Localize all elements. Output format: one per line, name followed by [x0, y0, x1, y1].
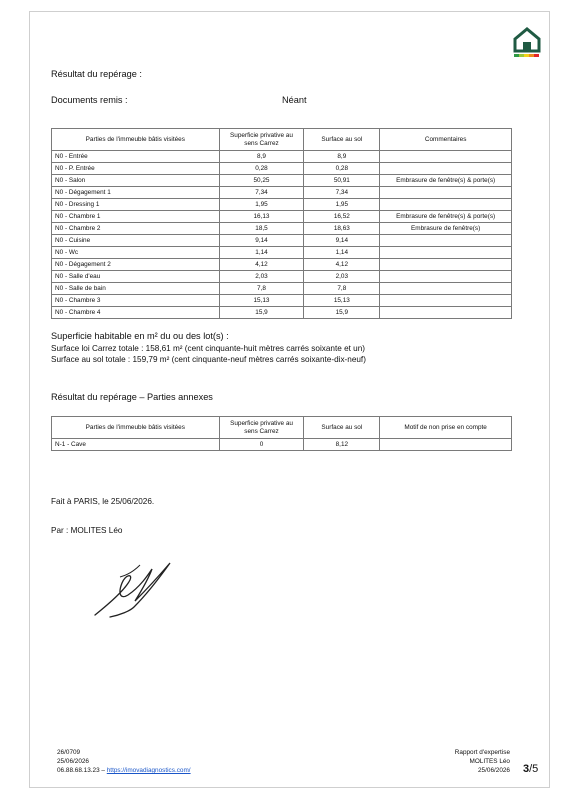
documents-label: Documents remis :: [51, 95, 128, 105]
done-at: Fait à PARIS, le 25/06/2026.: [51, 497, 155, 506]
table-cell: [380, 283, 512, 295]
page-total: /5: [529, 763, 539, 775]
table-cell: 1,95: [304, 199, 380, 211]
table-cell: [380, 439, 512, 451]
table-cell: 50,25: [219, 175, 304, 187]
summary-carrez: Surface loi Carrez totale : 158,61 m² (cent cinquante-huit mètres carrés soixante et un): [51, 344, 366, 353]
table-row: [52, 259, 512, 271]
summary-sol: Surface au sol totale : 159,79 m² (cent cinquante-neuf mètres carrés soixante-dix-neuf): [51, 355, 366, 364]
table-cell: [380, 307, 512, 319]
col-header-sol: Surface au sol: [304, 417, 380, 439]
table-cell: 15,13: [219, 295, 304, 307]
table-cell: N0 - P. Entrée: [52, 163, 220, 175]
table-cell: 0,28: [219, 163, 304, 175]
table-cell: 18,5: [219, 223, 304, 235]
col-header-carrez: Superficie privative au sens Carrez: [219, 129, 304, 151]
footer-date: 25/06/2026: [57, 758, 89, 765]
footer-right: [420, 748, 510, 775]
table-cell: 15,9: [304, 307, 380, 319]
table-cell: N0 - Chambre 3: [52, 295, 220, 307]
website-link[interactable]: https://imovadiagnostics.com/: [106, 767, 191, 774]
table-cell: N0 - Dégagement 1: [52, 187, 220, 199]
table-cell: 8,9: [304, 151, 380, 163]
table-cell: N-1 - Cave: [52, 439, 220, 451]
page-current: 3: [523, 763, 530, 775]
table-cell: N0 - Chambre 4: [52, 307, 220, 319]
footer-left: [57, 748, 191, 775]
table-cell: 0: [219, 439, 304, 451]
table-cell: Embrasure de fenêtre(s) & porte(s): [380, 175, 512, 187]
footer-right-date: 25/06/2026: [478, 767, 510, 774]
footer-author: MOLITES Léo: [469, 758, 510, 765]
signature: [90, 555, 180, 620]
table-cell: N0 - Wc: [52, 247, 220, 259]
documents-value: Néant: [282, 95, 307, 105]
table-cell: [380, 199, 512, 211]
col-header-motif: Motif de non prise en compte: [380, 417, 512, 439]
table-cell: 16,13: [219, 211, 304, 223]
annexes-title: Résultat du repérage – Parties annexes: [51, 392, 213, 402]
table-cell: 18,63: [304, 223, 380, 235]
table-cell: 7,34: [304, 187, 380, 199]
table-cell: Embrasure de fenêtre(s) & porte(s): [380, 211, 512, 223]
table-cell: 7,34: [219, 187, 304, 199]
table-cell: [380, 151, 512, 163]
table-cell: 8,9: [219, 151, 304, 163]
table-row: [52, 199, 512, 211]
table-cell: 2,03: [219, 271, 304, 283]
table-row: [52, 175, 512, 187]
table-cell: 8,12: [304, 439, 380, 451]
col-header-carrez: Superficie privative au sens Carrez: [219, 417, 304, 439]
table-cell: N0 - Chambre 2: [52, 223, 220, 235]
summary-title: Superficie habitable en m² du ou des lot(s) :: [51, 331, 229, 341]
table-row: [52, 211, 512, 223]
results-title: Résultat du repérage :: [51, 69, 142, 79]
table-cell: N0 - Cuisine: [52, 235, 220, 247]
table-cell: [380, 235, 512, 247]
table-cell: 1,95: [219, 199, 304, 211]
table-cell: 50,91: [304, 175, 380, 187]
table-cell: [380, 163, 512, 175]
table-row: [52, 283, 512, 295]
table-row: [52, 163, 512, 175]
table-cell: [380, 295, 512, 307]
col-header-comments: Commentaires: [380, 129, 512, 151]
table-cell: N0 - Entrée: [52, 151, 220, 163]
footer-ref: 26/0709: [57, 749, 81, 756]
table-cell: [380, 247, 512, 259]
col-header-sol: Surface au sol: [304, 129, 380, 151]
table-row: [52, 235, 512, 247]
col-header-parts: Parties de l'immeuble bâtis visitées: [52, 129, 220, 151]
table-cell: 1,14: [219, 247, 304, 259]
signed-by: Par : MOLITES Léo: [51, 526, 123, 535]
table-cell: [380, 271, 512, 283]
table-cell: 1,14: [304, 247, 380, 259]
footer-report-title: Rapport d'expertise: [454, 749, 510, 756]
table-cell: N0 - Salle de bain: [52, 283, 220, 295]
table-row: [52, 439, 512, 451]
table-cell: 9,14: [219, 235, 304, 247]
table-cell: 7,8: [304, 283, 380, 295]
table-row: [52, 307, 512, 319]
table-row: [52, 271, 512, 283]
footer-phone: 06.88.68.13.23 –: [57, 767, 107, 774]
rooms-table: [51, 128, 512, 319]
annex-table: [51, 416, 512, 451]
table-cell: N0 - Chambre 1: [52, 211, 220, 223]
table-cell: 0,28: [304, 163, 380, 175]
table-row: [52, 223, 512, 235]
table-cell: 15,9: [219, 307, 304, 319]
table-row: [52, 187, 512, 199]
table-cell: 4,12: [304, 259, 380, 271]
table-cell: 7,8: [219, 283, 304, 295]
table-cell: 15,13: [304, 295, 380, 307]
table-cell: N0 - Dressing 1: [52, 199, 220, 211]
table-cell: 2,03: [304, 271, 380, 283]
house-energy-logo-icon: [512, 25, 542, 59]
table-cell: N0 - Salle d'eau: [52, 271, 220, 283]
table-row: [52, 247, 512, 259]
table-cell: 9,14: [304, 235, 380, 247]
table-cell: 4,12: [219, 259, 304, 271]
table-row: [52, 151, 512, 163]
table-cell: N0 - Dégagement 2: [52, 259, 220, 271]
table-cell: Embrasure de fenêtre(s): [380, 223, 512, 235]
table-cell: [380, 187, 512, 199]
table-row: [52, 295, 512, 307]
table-cell: N0 - Salon: [52, 175, 220, 187]
col-header-parts: Parties de l'immeuble bâtis visitées: [52, 417, 220, 439]
table-cell: [380, 259, 512, 271]
table-cell: 16,52: [304, 211, 380, 223]
page-number: [523, 763, 538, 775]
